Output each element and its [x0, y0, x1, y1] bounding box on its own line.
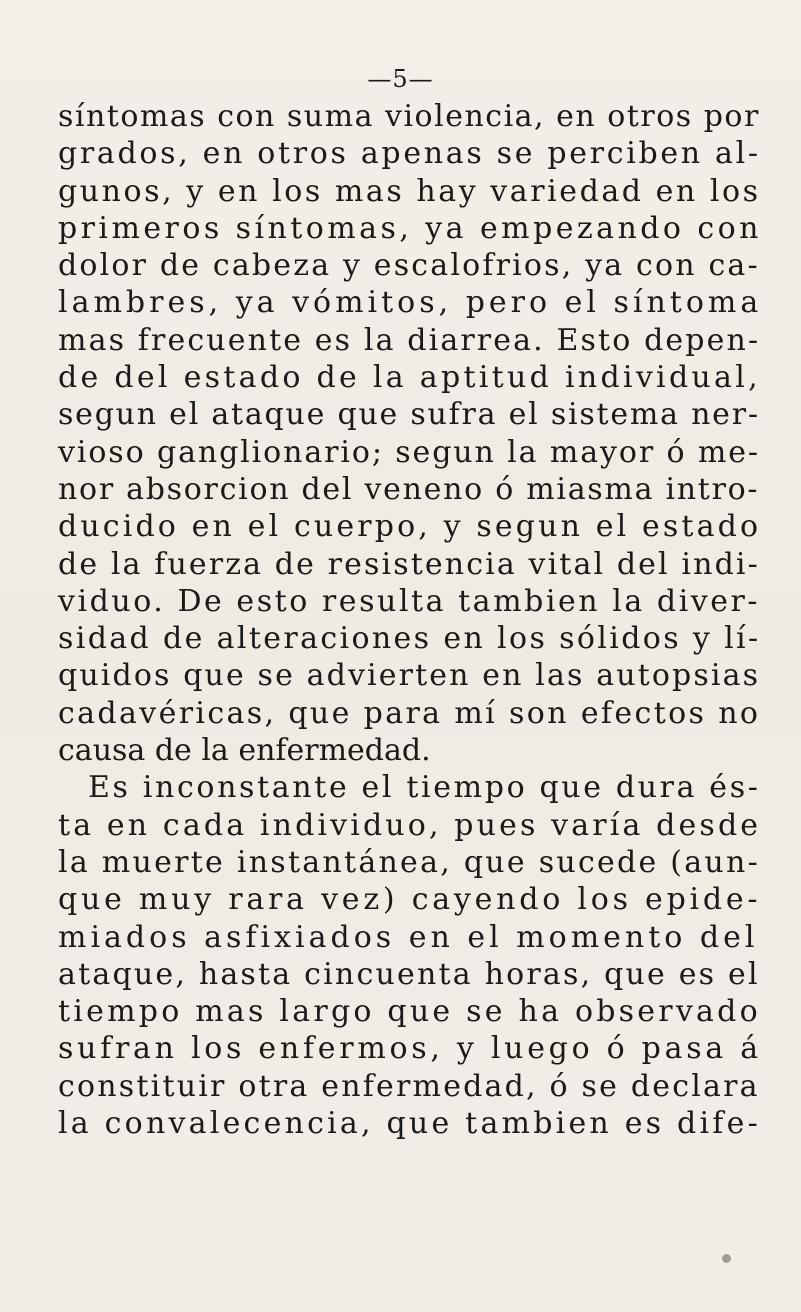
text-line: viduo. De esto resulta tambien la diver-	[58, 583, 761, 619]
text-line: dolor de cabeza y escalofrios, ya con ca-	[58, 248, 760, 284]
text-line: ataque, hasta cincuenta horas, que es el	[58, 956, 760, 992]
text-line: cadavéricas, que para mí son efectos no	[58, 695, 761, 731]
ink-smudge	[722, 1254, 731, 1263]
text-line: tiempo mas largo que se ha observado	[58, 994, 761, 1030]
text-line: segun el ataque que sufra el sistema ner-	[58, 397, 760, 433]
page-number: —5—	[367, 65, 434, 93]
text-line: la muerte instantánea, que sucede (aun-	[58, 844, 760, 880]
text-line: gunos, y en los mas hay variedad en los	[58, 173, 761, 209]
text-line: lambres, ya vómitos, pero el síntoma	[58, 285, 763, 321]
text-line: miados asfixiados en el momento del	[58, 919, 759, 955]
text-line: sufran los enfermos, y luego ó pasa á	[58, 1031, 762, 1067]
text-line: primeros síntomas, ya empezando con	[58, 210, 762, 246]
text-line: nor absorcion del veneno ó miasma intro-	[58, 471, 760, 507]
text-line: mas frecuente es la diarrea. Esto depen-	[58, 322, 761, 358]
text-line: sidad de alteraciones en los sólidos y lí-	[58, 621, 761, 657]
paragraph-start-line: Es inconstante el tiempo que dura és-	[88, 770, 761, 806]
text-line: ducido en el cuerpo, y segun el estado	[58, 509, 762, 545]
text-line: de la fuerza de resistencia vital del indi-	[58, 546, 760, 582]
text-line: la convalecencia, que tambien es dife-	[58, 1106, 761, 1142]
text-line: síntomas con suma violencia, en otros por	[58, 99, 760, 134]
text-line: grados, en otros apenas se perciben al-	[58, 136, 761, 172]
text-line: causa de la enfermedad.	[58, 733, 431, 769]
text-line: ta en cada individuo, pues varía desde	[58, 807, 762, 843]
text-line: constituir otra enfermedad, ó se declara	[58, 1068, 760, 1104]
text-line: vioso ganglionario; segun la mayor ó me-	[58, 434, 760, 470]
text-line: que muy rara vez) cayendo los epide-	[58, 882, 762, 918]
text-line: de del estado de la aptitud individual,	[58, 360, 761, 396]
body-text	[58, 98, 763, 1142]
text-line: quidos que se advierten en las autopsias	[58, 658, 761, 694]
